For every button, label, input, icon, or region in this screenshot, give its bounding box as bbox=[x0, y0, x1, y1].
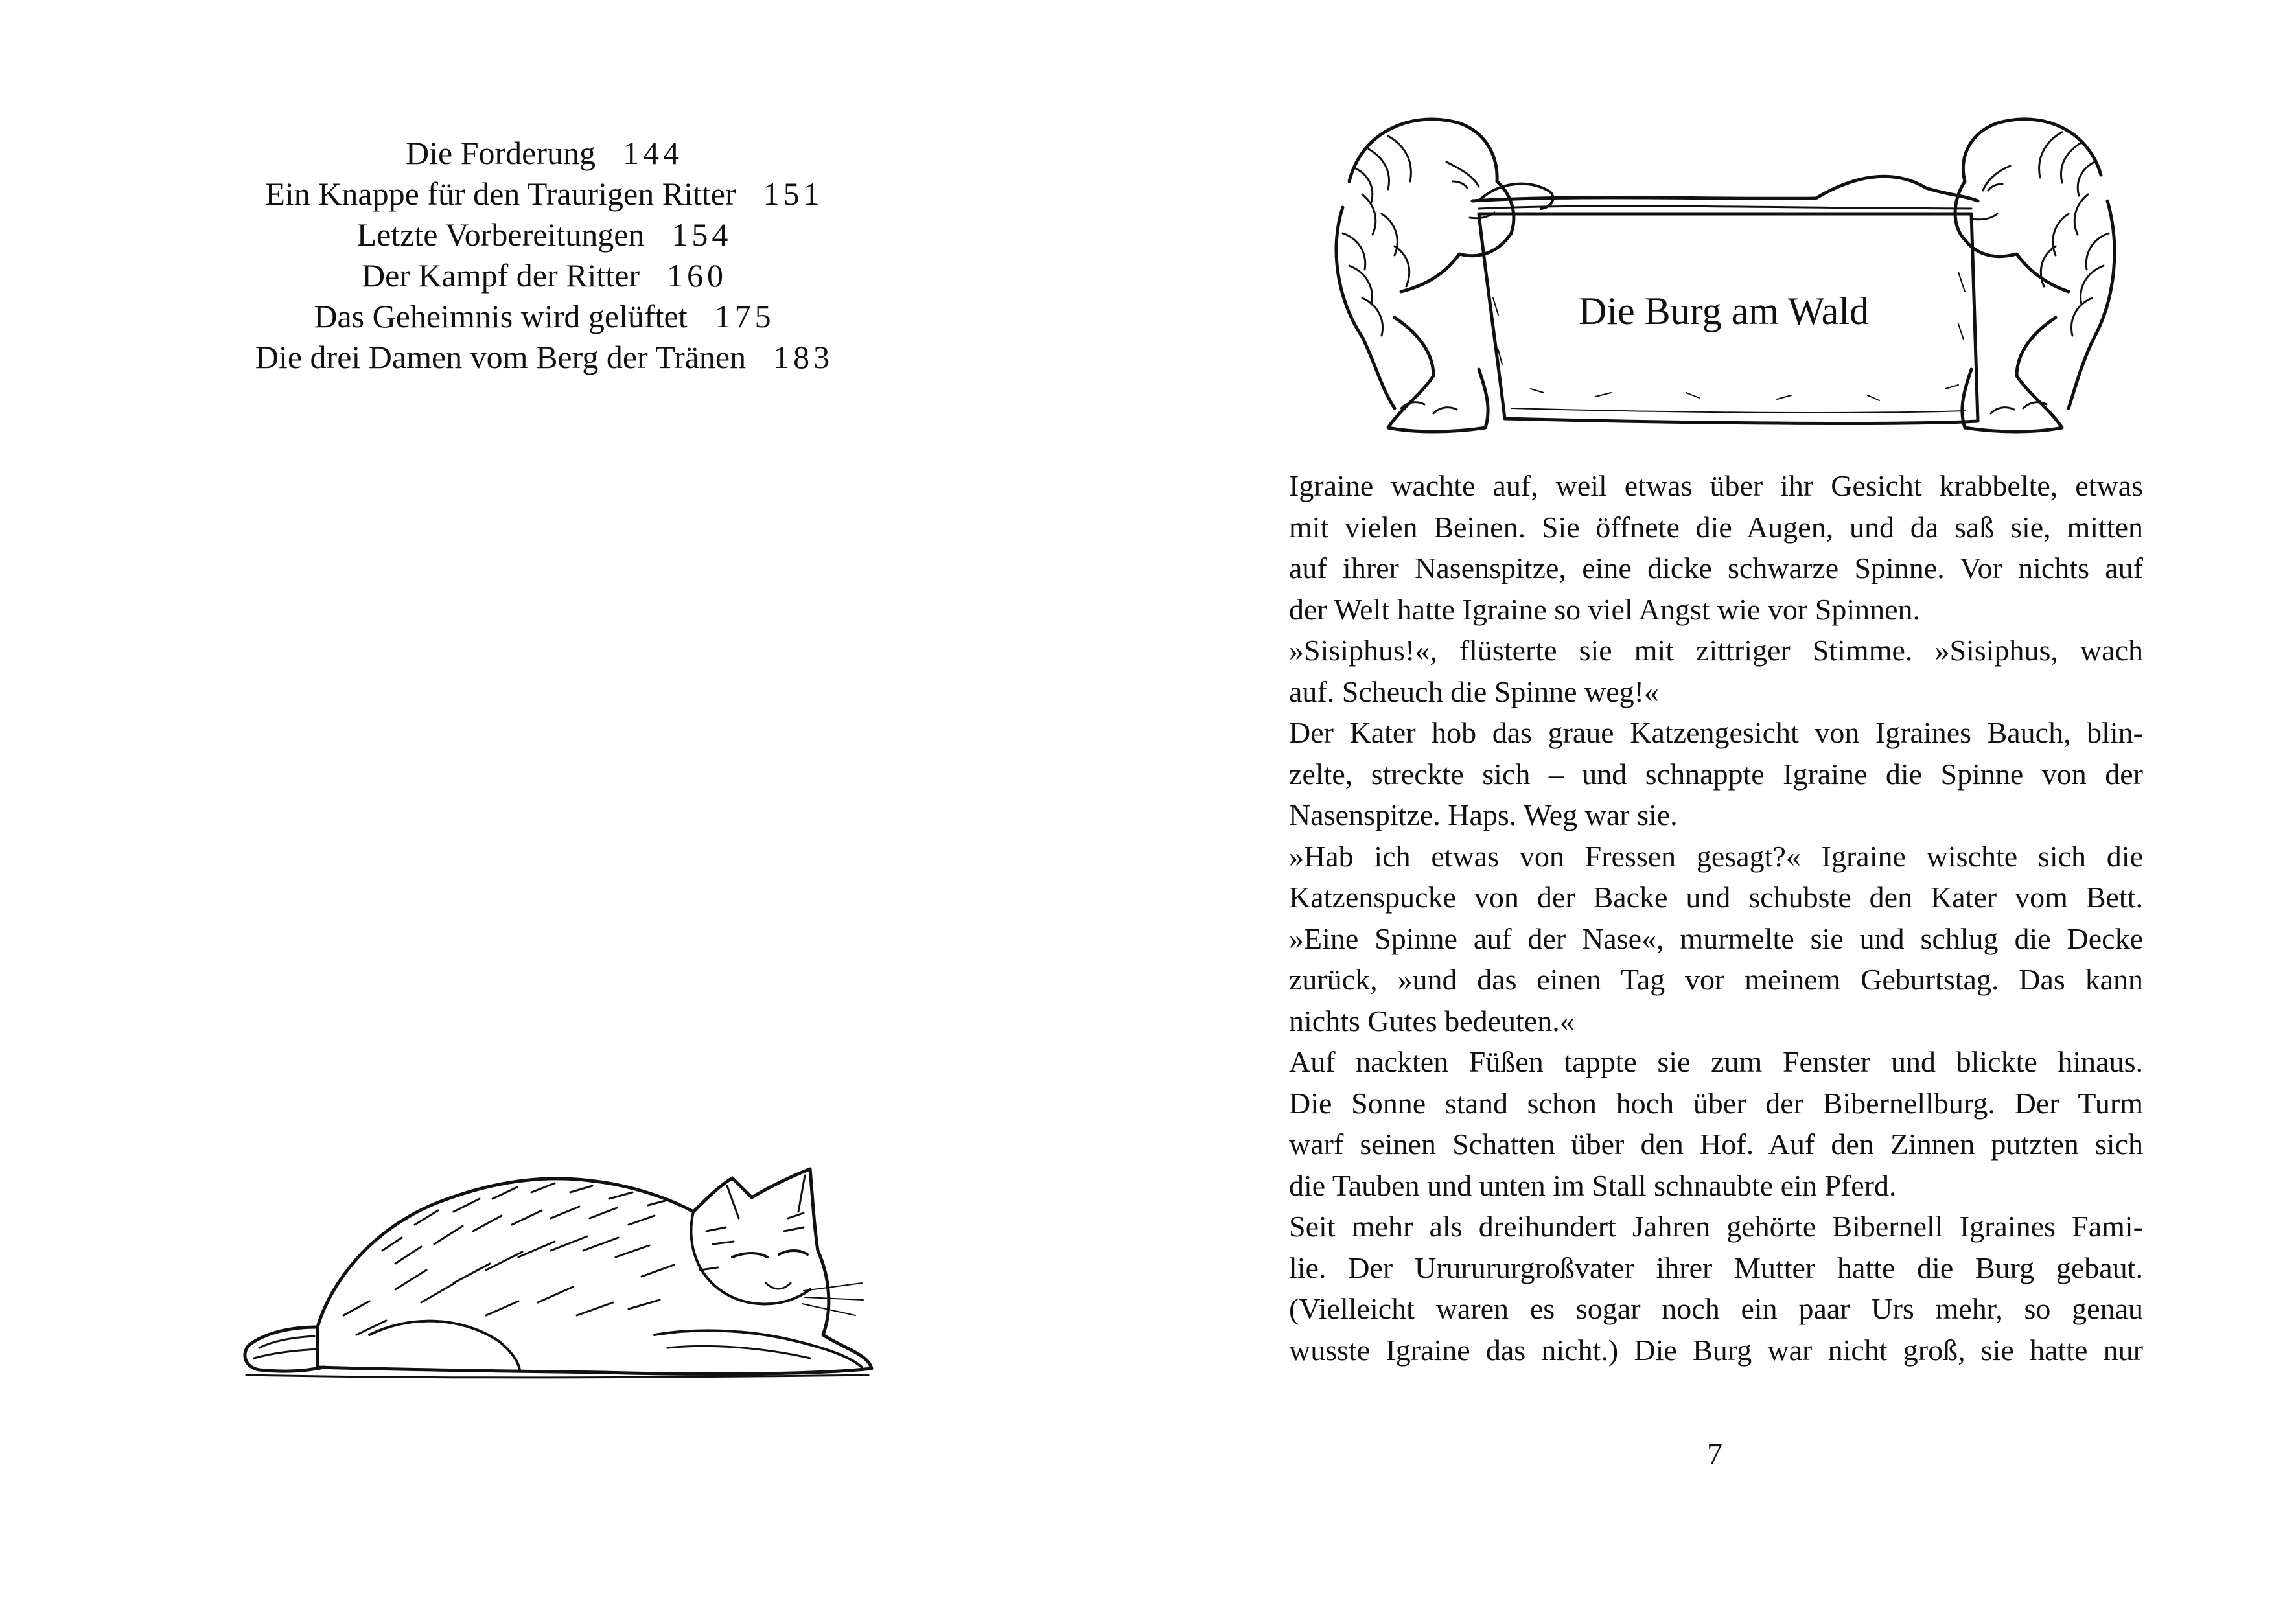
text-line: Katzenspucke von der Backe und schubste den Kater vom Bett. bbox=[1289, 881, 2143, 914]
toc-entry bbox=[194, 174, 894, 214]
toc-entry-title: Ein Knappe für den Traurigen Ritter bbox=[265, 176, 736, 212]
toc-entry-page: 183 bbox=[773, 339, 834, 375]
text-line: Die Sonne stand schon hoch über der Bibernellburg. Der Turm bbox=[1289, 1086, 2143, 1120]
toc-entry-page: 154 bbox=[671, 216, 732, 253]
toc-entry bbox=[194, 296, 894, 337]
toc-entry-page: 160 bbox=[667, 257, 727, 294]
text-line: »Sisiphus!«, flüsterte sie mit zittriger Stimme. »Sisiphus, wach bbox=[1289, 634, 2143, 667]
text-line: zelte, streckte sich – und schnappte Igraine die Spinne von der bbox=[1289, 757, 2143, 791]
text-line: auf. Scheuch die Spinne weg!« bbox=[1289, 675, 1660, 708]
text-line: die Tauben und unten im Stall schnaubte ein Pferd. bbox=[1289, 1168, 1897, 1202]
toc-entry-page: 151 bbox=[763, 176, 824, 212]
text-line: »Eine Spinne auf der Nase«, murmelte sie und schlug die Decke bbox=[1289, 921, 2143, 955]
text-line: wusste Igraine das nicht.) Die Burg war nicht groß, sie hatte nur bbox=[1289, 1333, 2143, 1367]
text-line: warf seinen Schatten über den Hof. Auf den Zinnen putzten sich bbox=[1289, 1127, 2143, 1161]
toc-entry-title: Der Kampf der Ritter bbox=[361, 257, 640, 294]
toc-entry-title: Die drei Damen vom Berg der Tränen bbox=[255, 339, 747, 375]
right-page bbox=[1148, 0, 2296, 1607]
toc-entry-title: Letzte Vorbereitungen bbox=[356, 216, 645, 253]
chapter-body-text bbox=[1289, 465, 2143, 1370]
toc-entry-page: 144 bbox=[623, 135, 683, 171]
text-line: »Hab ich etwas von Fressen gesagt?« Igraine wischte sich die bbox=[1289, 839, 2143, 873]
table-of-contents bbox=[194, 133, 894, 378]
text-line: lie. Der Ururururgroßvater ihrer Mutter hatte die Burg gebaut. bbox=[1289, 1251, 2143, 1284]
toc-entry-page: 175 bbox=[714, 298, 775, 334]
text-line: Seit mehr als dreihundert Jahren gehörte Bibernell Igraines Fami- bbox=[1289, 1210, 2143, 1243]
text-line: nichts Gutes bedeuten.« bbox=[1289, 1004, 1575, 1037]
toc-entry bbox=[194, 337, 894, 378]
toc-entry-title: Die Forderung bbox=[406, 135, 596, 171]
sleeping-cat-illustration bbox=[240, 1121, 875, 1380]
toc-entry bbox=[194, 214, 894, 255]
lion-banner-illustration bbox=[1323, 104, 2127, 441]
toc-entry bbox=[194, 255, 894, 296]
text-line: (Vielleicht waren es sogar noch ein paar Urs mehr, so genau bbox=[1289, 1292, 2143, 1325]
text-line: Der Kater hob das graue Katzengesicht von Igraines Bauch, blin- bbox=[1289, 716, 2143, 749]
text-line: zurück, »und das einen Tag vor meinem Geburtstag. Das kann bbox=[1289, 963, 2143, 996]
text-line: auf ihrer Nasenspitze, eine dicke schwarze Spinne. Vor nichts auf bbox=[1289, 551, 2143, 584]
toc-entry bbox=[194, 133, 894, 174]
text-line: der Welt hatte Igraine so viel Angst wie vor Spinnen. bbox=[1289, 592, 1921, 626]
toc-entry-title: Das Geheimnis wird gelüftet bbox=[314, 298, 688, 334]
chapter-title: Die Burg am Wald bbox=[1579, 290, 1869, 332]
text-line: Auf nackten Füßen tappte sie zum Fenster und blickte hinaus. bbox=[1289, 1045, 2143, 1078]
text-line: Igraine wachte auf, weil etwas über ihr Gesicht krabbelte, etwas bbox=[1289, 469, 2143, 502]
text-line: Nasenspitze. Haps. Weg war sie. bbox=[1289, 798, 1678, 831]
text-line: mit vielen Beinen. Sie öffnete die Augen, und da saß sie, mitten bbox=[1289, 510, 2143, 544]
page-number: 7 bbox=[1707, 1437, 1722, 1472]
